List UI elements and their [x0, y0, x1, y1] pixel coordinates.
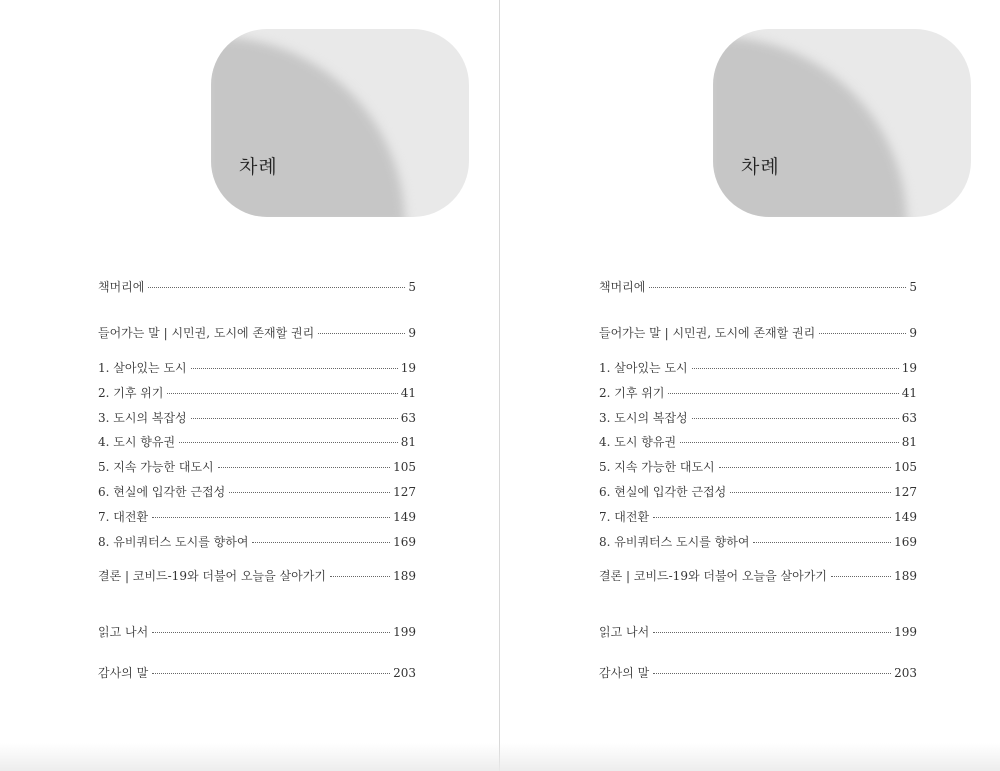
- toc-entry-page: 5: [408, 280, 416, 294]
- toc-entry-page: 9: [909, 326, 917, 340]
- dot-leader: [692, 367, 899, 369]
- toc-entry-label: 1. 살아있는 도시: [98, 361, 187, 375]
- toc-entry-page: 189: [894, 569, 917, 583]
- dot-leader: [653, 631, 891, 633]
- toc-entry[interactable]: [599, 278, 917, 296]
- toc-title: 차례: [239, 156, 278, 178]
- toc-entry[interactable]: [98, 433, 416, 451]
- toc-entry-label: 1. 살아있는 도시: [599, 361, 688, 375]
- dot-leader: [191, 367, 398, 369]
- toc-entry-page: 63: [901, 411, 917, 425]
- dot-leader: [167, 392, 397, 394]
- toc-entry-label: 7. 대전환: [98, 510, 149, 524]
- toc-entry-label: 들어가는 말 | 시민권, 도시에 존재할 권리: [599, 326, 816, 340]
- toc-entry-page: 63: [400, 411, 416, 425]
- toc-entry[interactable]: [599, 567, 917, 585]
- dot-leader: [831, 575, 891, 577]
- toc-entry-page: 41: [901, 386, 917, 400]
- toc-entry-label: 8. 유비쿼터스 도시를 향하여: [599, 535, 750, 549]
- toc-entry[interactable]: [599, 409, 917, 427]
- toc-entry-label: 4. 도시 향유권: [98, 435, 176, 449]
- dot-leader: [152, 516, 390, 518]
- toc-entry-page: 81: [400, 435, 416, 449]
- toc-entry[interactable]: [98, 623, 416, 641]
- right-page: [500, 0, 999, 771]
- toc-entry-page: 199: [393, 625, 416, 639]
- toc-entry[interactable]: [599, 359, 917, 377]
- toc-entry[interactable]: [98, 533, 416, 551]
- toc-entry-label: 감사의 말: [98, 666, 149, 680]
- toc-entry-page: 189: [393, 569, 416, 583]
- dot-leader: [730, 491, 891, 493]
- toc-entry[interactable]: [98, 278, 416, 296]
- toc-title-badge: [713, 29, 971, 217]
- toc-entry[interactable]: [599, 508, 917, 526]
- toc-entry[interactable]: [599, 483, 917, 501]
- toc-entry-label: 3. 도시의 복잡성: [599, 411, 688, 425]
- toc-entry-page: 19: [400, 361, 416, 375]
- toc-entry[interactable]: [599, 664, 917, 682]
- toc-entry-page: 169: [894, 535, 917, 549]
- dot-leader: [753, 541, 891, 543]
- toc-entry-page: 203: [894, 666, 917, 680]
- dot-leader: [191, 417, 398, 419]
- toc-entry[interactable]: [98, 483, 416, 501]
- toc-entry-page: 105: [894, 460, 917, 474]
- page-bottom-shadow: [0, 743, 1000, 771]
- toc-entry-page: 19: [901, 361, 917, 375]
- toc-title-badge: [211, 29, 469, 217]
- toc-entry[interactable]: [599, 458, 917, 476]
- toc-entry-page: 149: [894, 510, 917, 524]
- toc-entry-page: 41: [400, 386, 416, 400]
- toc-entry[interactable]: [98, 359, 416, 377]
- toc-entry[interactable]: [98, 664, 416, 682]
- toc-entry[interactable]: [98, 409, 416, 427]
- dot-leader: [653, 672, 891, 674]
- toc-entry-label: 읽고 나서: [599, 625, 650, 639]
- toc-entry[interactable]: [599, 433, 917, 451]
- toc-entry-page: 127: [393, 485, 416, 499]
- dot-leader: [148, 286, 405, 288]
- dot-leader: [692, 417, 899, 419]
- toc-entry[interactable]: [599, 324, 917, 342]
- dot-leader: [649, 286, 906, 288]
- toc-entry-page: 81: [901, 435, 917, 449]
- toc-entry-label: 들어가는 말 | 시민권, 도시에 존재할 권리: [98, 326, 315, 340]
- toc-entry[interactable]: [98, 508, 416, 526]
- dot-leader: [719, 466, 891, 468]
- toc-entry[interactable]: [98, 567, 416, 585]
- toc-entry-page: 149: [393, 510, 416, 524]
- toc-entry[interactable]: [599, 623, 917, 641]
- toc-entry-label: 6. 현실에 입각한 근접성: [98, 485, 226, 499]
- dot-leader: [229, 491, 390, 493]
- toc-entry-label: 결론 | 코비드-19와 더불어 오늘을 살아가기: [98, 569, 326, 583]
- dot-leader: [218, 466, 390, 468]
- badge-shadow-shape: [713, 37, 907, 217]
- toc-entry[interactable]: [599, 533, 917, 551]
- toc-entry[interactable]: [98, 384, 416, 402]
- toc-entry-label: 결론 | 코비드-19와 더불어 오늘을 살아가기: [599, 569, 827, 583]
- toc-entry-page: 203: [393, 666, 416, 680]
- toc-entry-page: 9: [408, 326, 416, 340]
- toc-entry-label: 책머리에: [98, 280, 145, 294]
- dot-leader: [179, 441, 398, 443]
- toc-entry[interactable]: [98, 324, 416, 342]
- toc-entry-label: 7. 대전환: [599, 510, 650, 524]
- toc-entry-label: 8. 유비쿼터스 도시를 향하여: [98, 535, 249, 549]
- toc-entry-label: 5. 지속 가능한 대도시: [98, 460, 214, 474]
- dot-leader: [330, 575, 390, 577]
- left-page: [0, 0, 499, 771]
- dot-leader: [318, 332, 405, 334]
- dot-leader: [152, 631, 390, 633]
- toc-entry-label: 5. 지속 가능한 대도시: [599, 460, 715, 474]
- dot-leader: [668, 392, 898, 394]
- toc-entry-page: 169: [393, 535, 416, 549]
- toc-entry[interactable]: [599, 384, 917, 402]
- toc-entry-label: 6. 현실에 입각한 근접성: [599, 485, 727, 499]
- toc-entry-label: 2. 기후 위기: [98, 386, 164, 400]
- toc-entry-label: 책머리에: [599, 280, 646, 294]
- dot-leader: [680, 441, 899, 443]
- toc-entry-label: 감사의 말: [599, 666, 650, 680]
- dot-leader: [252, 541, 390, 543]
- toc-title: 차례: [741, 156, 780, 178]
- toc-entry-page: 127: [894, 485, 917, 499]
- dot-leader: [819, 332, 906, 334]
- toc-entry-label: 4. 도시 향유권: [599, 435, 677, 449]
- dot-leader: [152, 672, 390, 674]
- badge-shadow-shape: [211, 37, 405, 217]
- toc-entry-page: 199: [894, 625, 917, 639]
- toc-entry[interactable]: [98, 458, 416, 476]
- toc-entry-label: 읽고 나서: [98, 625, 149, 639]
- dot-leader: [653, 516, 891, 518]
- toc-entry-label: 3. 도시의 복잡성: [98, 411, 187, 425]
- toc-entry-page: 105: [393, 460, 416, 474]
- toc-entry-page: 5: [909, 280, 917, 294]
- toc-entry-label: 2. 기후 위기: [599, 386, 665, 400]
